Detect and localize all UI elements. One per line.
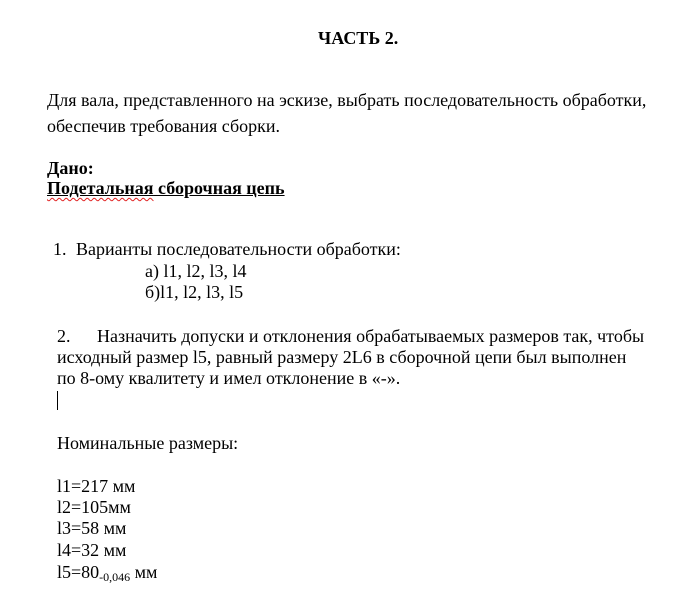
page-title: ЧАСТЬ 2. xyxy=(318,28,399,48)
item-2-line-3: по 8-ому квалитету и имел отклонение в «-». xyxy=(57,368,401,388)
item-2-line-2: исходный размер l5, равный размеру 2L6 в сборочной цепи был выполнен xyxy=(57,347,627,367)
given-label: Дано: xyxy=(47,158,94,178)
intro-line-2: обеспечив требования сборки. xyxy=(47,116,280,136)
size-l5: $l5=80_{-0,046}$ мм xyxy=(57,562,158,584)
chain-heading: Подетальная сборочная цепь xyxy=(47,178,285,198)
item-2-line-1: Назначить допуски и отклонения обрабатываемых размеров так, чтобы xyxy=(97,326,645,346)
text-cursor xyxy=(57,391,58,410)
misspelled-word[interactable]: Подетальная xyxy=(47,178,154,198)
size-l4: l4=32 мм xyxy=(57,540,127,560)
item-1-number: 1. xyxy=(53,239,67,259)
option-a: а) l1, l2, l3, l4 xyxy=(145,261,247,281)
nominal-label: Номинальные размеры: xyxy=(57,433,239,453)
size-l3: l3=58 мм xyxy=(57,518,127,538)
size-l2: l2=105мм xyxy=(57,497,131,517)
item-1-text: Варианты последовательности обработки: xyxy=(76,239,401,259)
l5-deviation: -0,046 xyxy=(99,570,131,584)
option-b: б)l1, l2, l3, l5 xyxy=(145,282,244,302)
item-2-number: 2. xyxy=(57,326,71,346)
intro-line-1: Для вала, представленного на эскизе, выбрать последовательность обработки, xyxy=(47,90,647,110)
size-l1: l1=217 мм xyxy=(57,476,136,496)
